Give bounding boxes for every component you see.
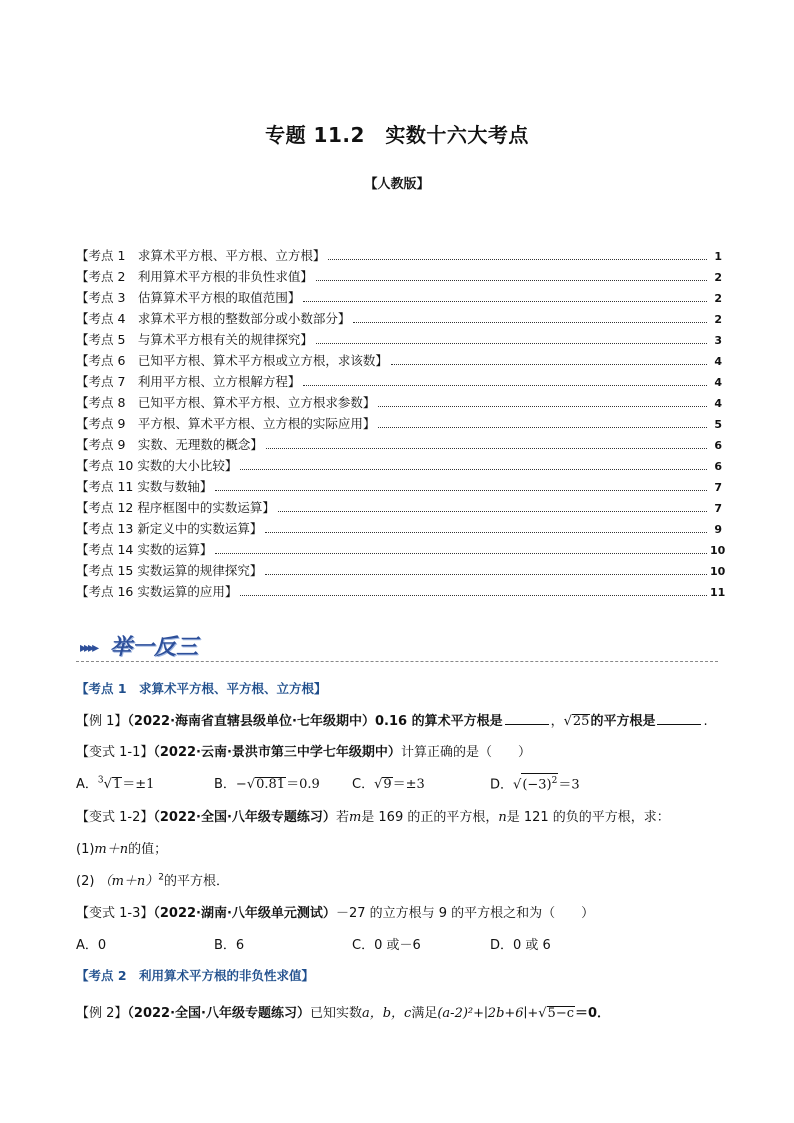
variant-question: －27 的立方根与 9 的平方根之和为（ ） bbox=[335, 906, 595, 921]
toc-label: 【考点 5 与算术平方根有关的规律探究】 bbox=[76, 332, 313, 347]
math-expression: (a-2)²+∣2b+6∣+ bbox=[437, 1006, 539, 1021]
toc-item[interactable] bbox=[76, 245, 722, 266]
variant-tag: 【变式 1-2】 bbox=[76, 810, 154, 825]
toc-label: 【考点 15 实数运算的规律探究】 bbox=[76, 563, 263, 578]
variant-1-3-options bbox=[76, 934, 628, 953]
toc-item[interactable] bbox=[76, 434, 722, 455]
toc-item[interactable] bbox=[76, 539, 726, 560]
toc-leader bbox=[215, 489, 707, 491]
banner-title: 举一反三 bbox=[110, 634, 199, 660]
option-letter: B． bbox=[214, 777, 236, 792]
toc-label: 【考点 9 平方根、算术平方根、立方根的实际应用】 bbox=[76, 416, 376, 431]
toc-label: 【考点 16 实数运算的应用】 bbox=[76, 584, 238, 599]
example-text: 的平方根是 bbox=[590, 714, 656, 729]
radicand: 1 bbox=[112, 777, 122, 792]
toc-page-number: 7 bbox=[714, 481, 722, 494]
sqrt-expression: √25 bbox=[563, 714, 590, 729]
option-letter: A． bbox=[76, 777, 98, 792]
toc-item[interactable] bbox=[76, 581, 726, 602]
toc-label: 【考点 12 程序框图中的实数运算】 bbox=[76, 500, 275, 515]
toc-leader bbox=[278, 510, 707, 512]
toc-page-number: 5 bbox=[714, 418, 722, 431]
example-text: ， bbox=[550, 714, 564, 729]
dashed-divider bbox=[76, 661, 718, 662]
variables: a，b，c bbox=[361, 1006, 412, 1021]
toc-page-number: 9 bbox=[714, 523, 722, 536]
toc-leader bbox=[215, 552, 707, 554]
option-a: A．$^3$√1＝±1 bbox=[76, 775, 155, 792]
sub-text: 的值； bbox=[128, 842, 168, 857]
example-text: 已知实数 bbox=[309, 1006, 362, 1021]
example-source: （2022·全国·八年级专题练习） bbox=[127, 1006, 310, 1021]
example-text: 满足 bbox=[411, 1006, 438, 1021]
option-text: ＝3 bbox=[558, 777, 580, 793]
toc-item[interactable] bbox=[76, 392, 722, 413]
toc-page-number: 2 bbox=[714, 292, 722, 305]
variant-question: 计算正确的是（ ） bbox=[400, 745, 531, 760]
toc-leader bbox=[378, 405, 707, 407]
variant-source: （2022·湖南·八年级单元测试） bbox=[153, 906, 336, 921]
radicand: 5−c bbox=[547, 1006, 574, 1021]
option-a: A．0 bbox=[76, 938, 107, 953]
radicand: 9 bbox=[383, 777, 392, 792]
toc-leader bbox=[240, 594, 707, 596]
toc-leader bbox=[240, 468, 707, 470]
example-2: 【例 2】（2022·全国·八年级专题练习）已知实数a，b，c满足(a-2)²+∣2b+6∣+√5−c＝0． bbox=[76, 1006, 611, 1021]
sub-text: 的平方根． bbox=[164, 874, 230, 889]
toc-label: 【考点 7 利用平方根、立方根解方程】 bbox=[76, 374, 301, 389]
toc-leader bbox=[316, 342, 707, 344]
example-end: ＝0． bbox=[575, 1006, 611, 1021]
toc-page-number: 6 bbox=[714, 439, 722, 452]
sub-number: (1) bbox=[76, 842, 95, 857]
toc-page-number: 7 bbox=[714, 502, 722, 515]
section-heading-2: 【考点 2 利用算术平方根的非负性求值】 bbox=[76, 968, 315, 983]
toc-label: 【考点 2 利用算术平方根的非负性求值】 bbox=[76, 269, 313, 284]
page-title: 专题 11.2 实数十六大考点 bbox=[265, 123, 529, 147]
edition-label: 【人教版】 bbox=[364, 177, 430, 192]
toc-item[interactable] bbox=[76, 413, 722, 434]
math-expression: （m＋n） bbox=[98, 874, 159, 889]
option-letter: C． bbox=[352, 777, 375, 792]
option-d: D．0 或 6 bbox=[490, 938, 551, 953]
variable-m: m bbox=[348, 810, 362, 825]
toc-page-number: 2 bbox=[714, 271, 722, 284]
variant-tag: 【变式 1-1】 bbox=[76, 745, 154, 760]
toc-item[interactable] bbox=[76, 518, 722, 539]
toc-leader bbox=[266, 447, 707, 449]
toc-leader bbox=[328, 258, 707, 260]
variant-1-2-sub-1 bbox=[76, 838, 167, 857]
toc-leader bbox=[378, 426, 707, 428]
toc-page-number: 10 bbox=[710, 544, 726, 557]
example-text: 0.16 的算术平方根是 bbox=[374, 714, 503, 729]
exponent: 2 bbox=[158, 872, 164, 883]
toc-page-number: 4 bbox=[714, 355, 722, 368]
toc-item[interactable] bbox=[76, 350, 722, 371]
toc-leader bbox=[265, 573, 707, 575]
variant-source: （2022·云南·景洪市第三中学七年级期中） bbox=[153, 745, 401, 760]
toc-page-number: 6 bbox=[714, 460, 722, 473]
variable-n: n bbox=[498, 810, 507, 825]
variant-text: 是 121 的负的平方根，求： bbox=[506, 810, 670, 825]
toc-label: 【考点 4 求算术平方根的整数部分或小数部分】 bbox=[76, 311, 351, 326]
option-c: C．0 或－6 bbox=[352, 938, 421, 953]
option-text: ＝±1 bbox=[122, 777, 155, 792]
toc-page-number: 2 bbox=[714, 313, 722, 326]
toc-item[interactable] bbox=[76, 371, 722, 392]
toc-page-number: 11 bbox=[710, 586, 726, 599]
toc-item[interactable] bbox=[76, 266, 722, 287]
variant-source: （2022·全国·八年级专题练习） bbox=[153, 810, 336, 825]
option-c: C．√9＝±3 bbox=[352, 777, 425, 792]
toc-label: 【考点 3 估算算术平方根的取值范围】 bbox=[76, 290, 301, 305]
example-tag: 【例 1】 bbox=[76, 714, 128, 729]
toc-label: 【考点 11 实数与数轴】 bbox=[76, 479, 213, 494]
root-index: 3 bbox=[97, 775, 104, 786]
variant-1-2-sub-2 bbox=[76, 870, 229, 889]
toc-label: 【考点 8 已知平方根、算术平方根、立方根求参数】 bbox=[76, 395, 376, 410]
example-tag: 【例 2】 bbox=[76, 1006, 128, 1021]
toc-leader bbox=[303, 384, 707, 386]
toc-leader bbox=[265, 531, 707, 533]
variant-1-2 bbox=[76, 806, 670, 825]
example-1 bbox=[76, 710, 708, 729]
option-d: D．$√(-3)^2=3$ bbox=[490, 773, 628, 792]
toc-item[interactable] bbox=[76, 497, 722, 518]
toc-leader bbox=[391, 363, 707, 365]
table-of-contents bbox=[76, 245, 726, 602]
sub-number: (2) bbox=[76, 874, 95, 889]
variant-text: 若 bbox=[335, 810, 349, 825]
answer-blank bbox=[505, 711, 549, 725]
toc-label: 【考点 10 实数的大小比较】 bbox=[76, 458, 238, 473]
toc-label: 【考点 13 新定义中的实数运算】 bbox=[76, 521, 263, 536]
variant-1-1-options bbox=[76, 773, 628, 792]
math-expression: m＋n bbox=[94, 842, 129, 857]
variant-1-3 bbox=[76, 902, 594, 921]
toc-label: 【考点 1 求算术平方根、平方根、立方根】 bbox=[76, 248, 326, 263]
option-b: B．6 bbox=[214, 938, 245, 953]
toc-page-number: 4 bbox=[714, 397, 722, 410]
section-banner bbox=[76, 628, 718, 664]
toc-item[interactable] bbox=[76, 329, 722, 350]
section-heading-1: 【考点 1 求算术平方根、平方根、立方根】 bbox=[76, 681, 327, 696]
toc-item[interactable] bbox=[76, 560, 726, 581]
toc-leader bbox=[316, 279, 707, 281]
toc-label: 【考点 9 实数、无理数的概念】 bbox=[76, 437, 263, 452]
radicand bbox=[521, 773, 558, 792]
variant-tag: 【变式 1-3】 bbox=[76, 906, 154, 921]
radicand: 0.81 bbox=[256, 777, 286, 792]
toc-page-number: 1 bbox=[714, 250, 722, 263]
option-letter: D． bbox=[490, 777, 514, 793]
exponent: 2 bbox=[551, 776, 558, 786]
answer-blank bbox=[657, 711, 701, 725]
option-text: ＝±3 bbox=[392, 777, 425, 792]
variant-text: 是 169 的正的平方根， bbox=[361, 810, 499, 825]
toc-page-number: 4 bbox=[714, 376, 722, 389]
option-b: B．−√0.81＝0.9 bbox=[214, 777, 320, 792]
toc-leader bbox=[353, 321, 707, 323]
option-text: − bbox=[235, 777, 247, 792]
toc-item[interactable] bbox=[76, 476, 722, 497]
toc-item[interactable] bbox=[76, 455, 722, 476]
variant-1-1 bbox=[76, 741, 531, 760]
toc-item[interactable] bbox=[76, 287, 722, 308]
option-text: ＝0.9 bbox=[286, 777, 320, 792]
toc-page-number: 10 bbox=[710, 565, 726, 578]
toc-leader bbox=[303, 300, 707, 302]
toc-label: 【考点 14 实数的运算】 bbox=[76, 542, 213, 557]
radicand: 25 bbox=[572, 714, 590, 729]
example-source: （2022·海南省直辖县级单位·七年级期中） bbox=[127, 714, 375, 729]
toc-page-number: 3 bbox=[714, 334, 722, 347]
toc-item[interactable] bbox=[76, 308, 722, 329]
radicand-base: (−3) bbox=[522, 777, 552, 793]
banner-arrows-icon: ▸▸▸▸ bbox=[80, 640, 97, 656]
example-end: . bbox=[703, 714, 708, 729]
toc-label: 【考点 6 已知平方根、算术平方根或立方根，求该数】 bbox=[76, 353, 388, 368]
